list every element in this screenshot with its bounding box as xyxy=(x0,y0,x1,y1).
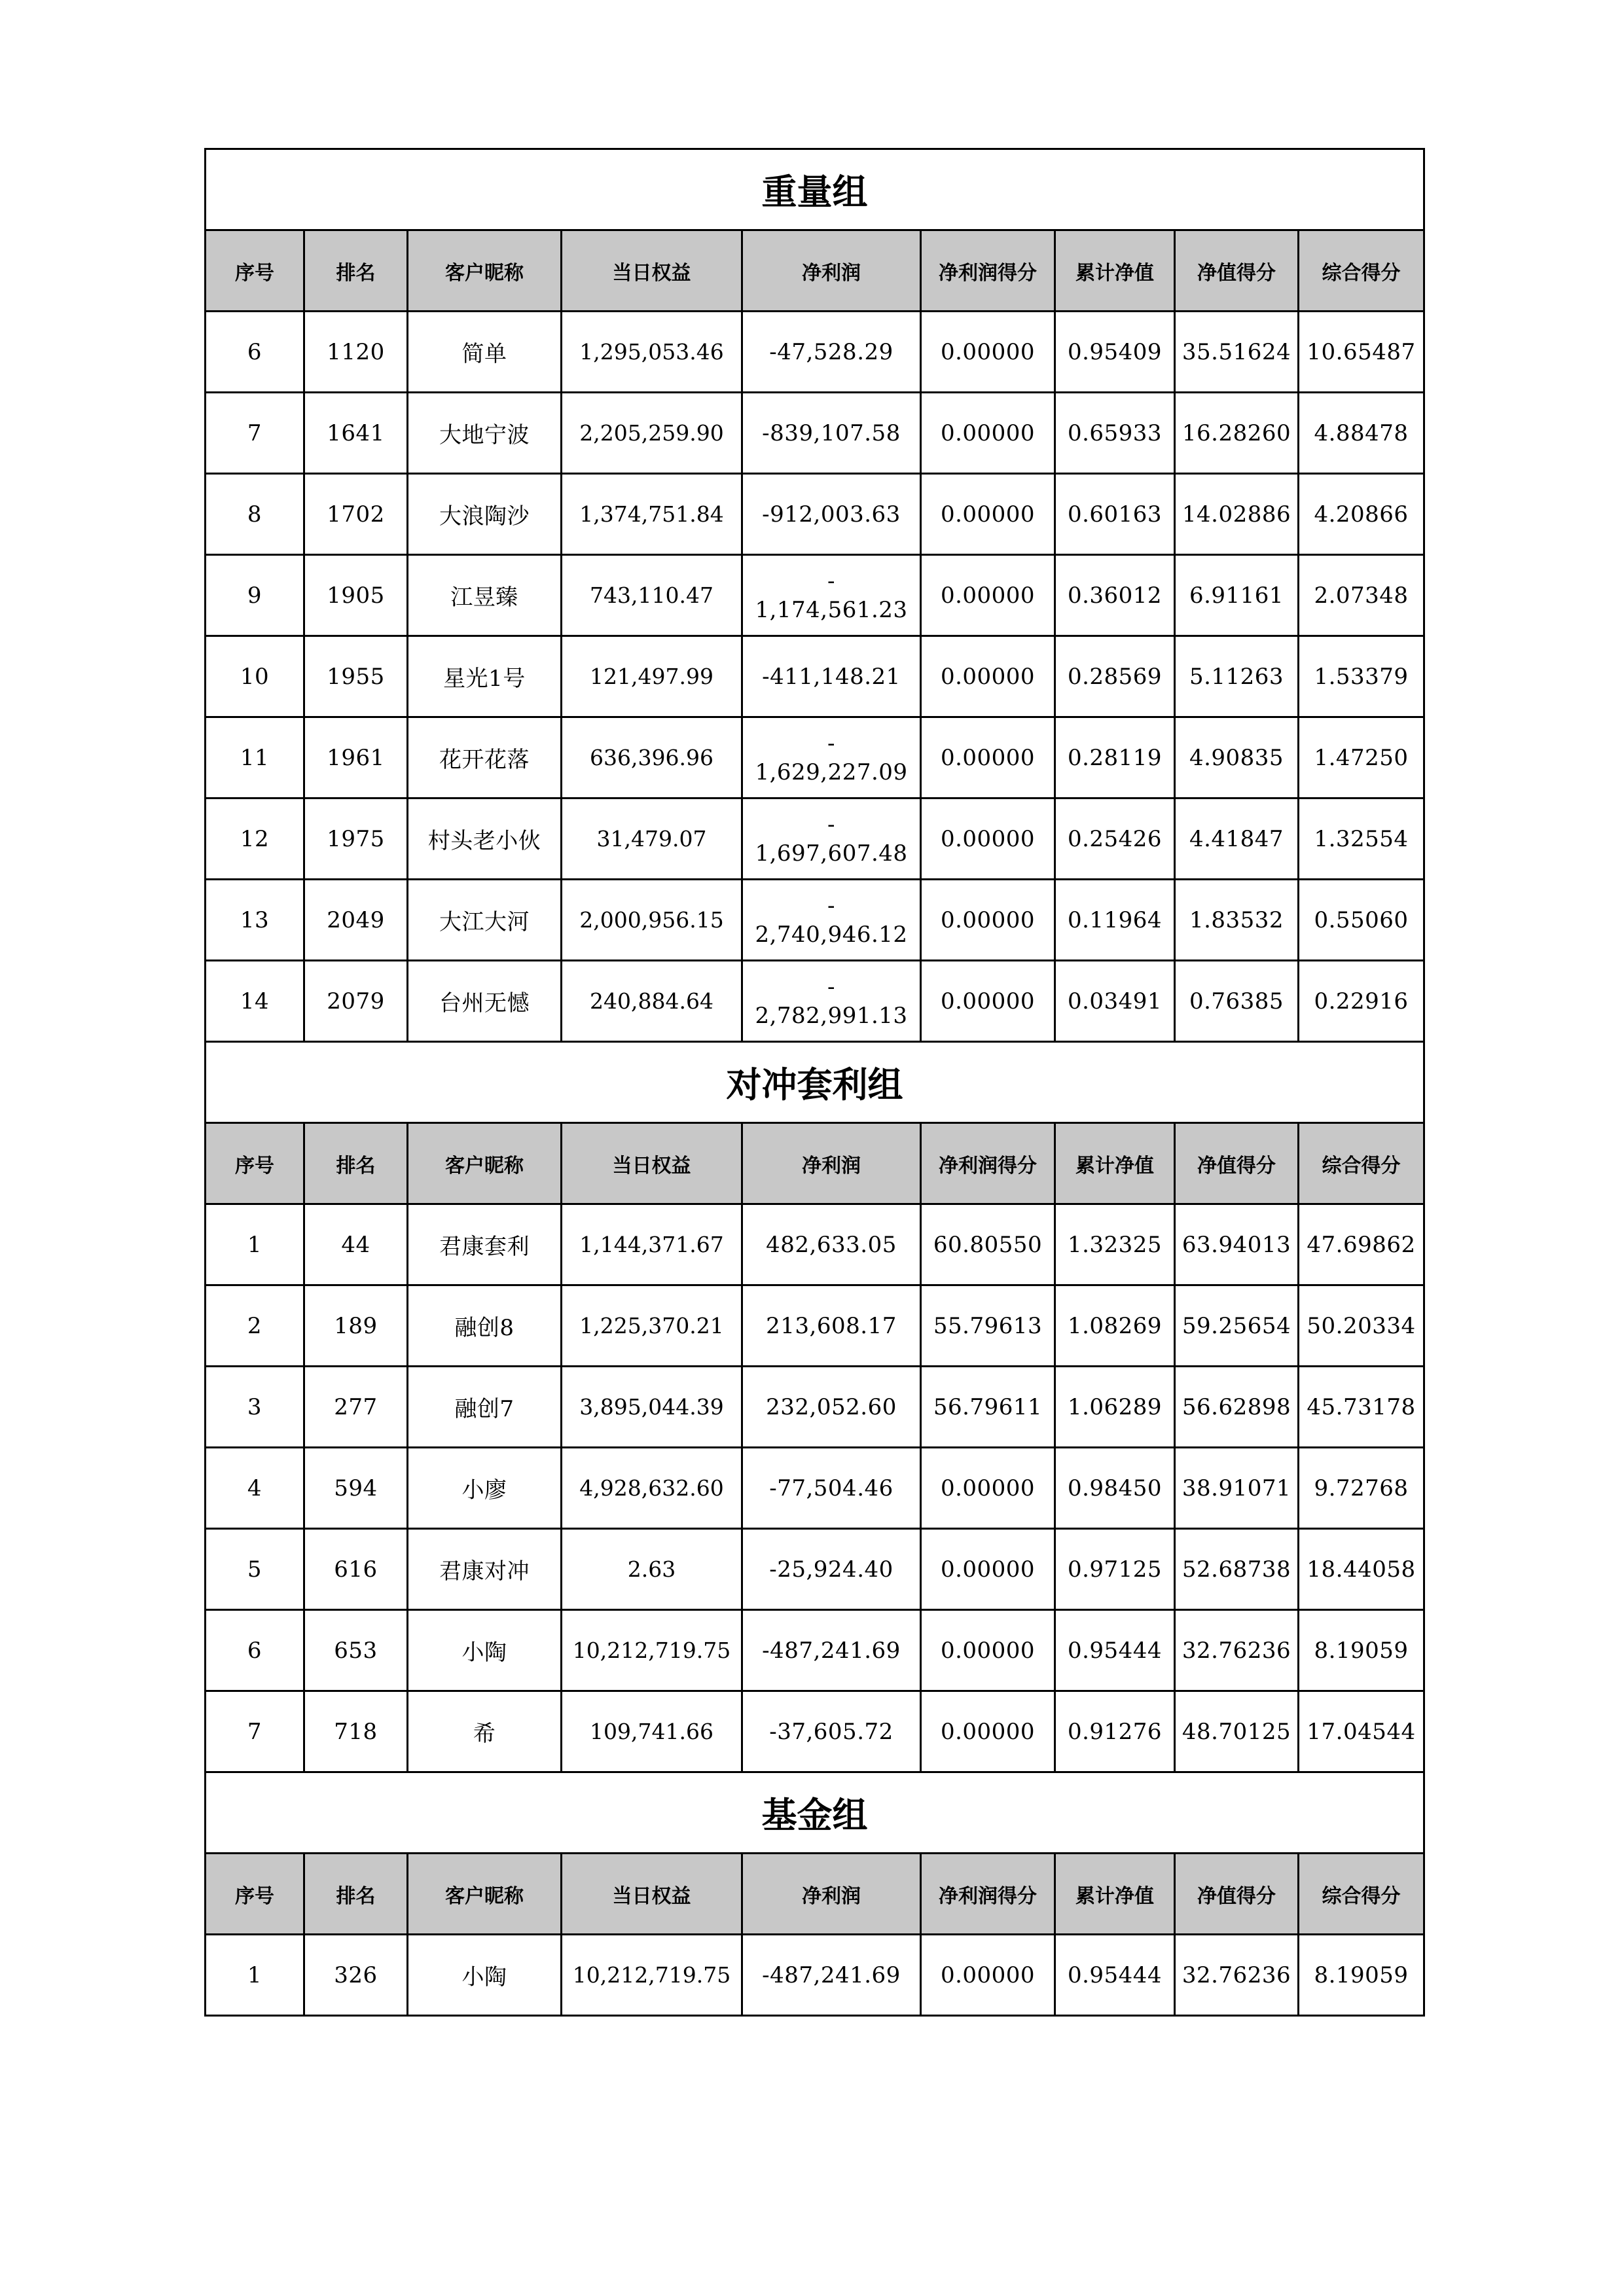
negative-sign: - xyxy=(827,973,835,1000)
cumulative-nav-cell: 0.95444 xyxy=(1055,1610,1175,1691)
ranking-table xyxy=(204,148,1425,2017)
total-score-cell: 1.47250 xyxy=(1299,717,1424,798)
total-score-cell: 45.73178 xyxy=(1299,1367,1424,1448)
total-score-cell: 0.55060 xyxy=(1299,880,1424,961)
rank-cell: 44 xyxy=(304,1204,408,1285)
nav-score-cell: 59.25654 xyxy=(1175,1285,1299,1367)
client-name-cell: 星光1号 xyxy=(408,636,562,717)
cumulative-nav-cell: 0.95444 xyxy=(1055,1935,1175,2016)
equity-cell: 10,212,719.75 xyxy=(562,1935,742,2016)
table-row xyxy=(206,961,1424,1042)
column-header: 排名 xyxy=(304,1854,408,1935)
seq-cell: 10 xyxy=(206,636,304,717)
equity-cell: 121,497.99 xyxy=(562,636,742,717)
column-header: 净利润得分 xyxy=(921,230,1055,312)
client-name-cell: 村头老小伙 xyxy=(408,798,562,880)
nav-score-cell: 56.62898 xyxy=(1175,1367,1299,1448)
nav-score-cell: 16.28260 xyxy=(1175,393,1299,474)
nav-score-cell: 5.11263 xyxy=(1175,636,1299,717)
cumulative-nav-cell: 0.11964 xyxy=(1055,880,1175,961)
seq-cell: 12 xyxy=(206,798,304,880)
table-row xyxy=(206,1610,1424,1691)
seq-cell: 2 xyxy=(206,1285,304,1367)
net-profit-cell: 232,052.60 xyxy=(742,1367,921,1448)
profit-score-cell: 0.00000 xyxy=(921,312,1055,393)
cumulative-nav-cell: 0.25426 xyxy=(1055,798,1175,880)
nav-score-cell: 1.83532 xyxy=(1175,880,1299,961)
column-header: 序号 xyxy=(206,1854,304,1935)
table-row xyxy=(206,555,1424,636)
client-name-cell: 小廖 xyxy=(408,1448,562,1529)
net-profit-cell: 482,633.05 xyxy=(742,1204,921,1285)
client-name-cell: 希 xyxy=(408,1691,562,1772)
net-profit-value: 1,629,227.09 xyxy=(755,759,908,785)
client-name-cell: 融创8 xyxy=(408,1285,562,1367)
nav-score-cell: 4.41847 xyxy=(1175,798,1299,880)
column-header: 净值得分 xyxy=(1175,1123,1299,1204)
rank-cell: 1961 xyxy=(304,717,408,798)
nav-score-cell: 52.68738 xyxy=(1175,1529,1299,1610)
client-name-cell: 大地宁波 xyxy=(408,393,562,474)
seq-cell: 1 xyxy=(206,1204,304,1285)
cumulative-nav-cell: 0.65933 xyxy=(1055,393,1175,474)
nav-score-cell: 48.70125 xyxy=(1175,1691,1299,1772)
rank-cell: 718 xyxy=(304,1691,408,1772)
column-header-row xyxy=(206,1854,1424,1935)
net-profit-value: 1,697,607.48 xyxy=(755,840,908,867)
rank-cell: 616 xyxy=(304,1529,408,1610)
net-profit-value: 2,782,991.13 xyxy=(755,1002,908,1029)
profit-score-cell: 55.79613 xyxy=(921,1285,1055,1367)
total-score-cell: 50.20334 xyxy=(1299,1285,1424,1367)
table-row xyxy=(206,1285,1424,1367)
total-score-cell: 47.69862 xyxy=(1299,1204,1424,1285)
nav-score-cell: 14.02886 xyxy=(1175,474,1299,555)
column-header: 客户昵称 xyxy=(408,230,562,312)
profit-score-cell: 56.79611 xyxy=(921,1367,1055,1448)
client-name-cell: 君康对冲 xyxy=(408,1529,562,1610)
table-row xyxy=(206,393,1424,474)
net-profit-cell: 213,608.17 xyxy=(742,1285,921,1367)
net-profit-cell: -25,924.40 xyxy=(742,1529,921,1610)
column-header: 当日权益 xyxy=(562,1854,742,1935)
negative-sign: - xyxy=(827,811,835,838)
nav-score-cell: 0.76385 xyxy=(1175,961,1299,1042)
cumulative-nav-cell: 0.97125 xyxy=(1055,1529,1175,1610)
cumulative-nav-cell: 0.28119 xyxy=(1055,717,1175,798)
seq-cell: 6 xyxy=(206,312,304,393)
client-name-cell: 融创7 xyxy=(408,1367,562,1448)
table-row xyxy=(206,1367,1424,1448)
rank-cell: 189 xyxy=(304,1285,408,1367)
cumulative-nav-cell: 0.36012 xyxy=(1055,555,1175,636)
profit-score-cell: 0.00000 xyxy=(921,555,1055,636)
profit-score-cell: 0.00000 xyxy=(921,717,1055,798)
column-header: 当日权益 xyxy=(562,230,742,312)
rank-cell: 594 xyxy=(304,1448,408,1529)
seq-cell: 5 xyxy=(206,1529,304,1610)
table-row xyxy=(206,312,1424,393)
client-name-cell: 小陶 xyxy=(408,1935,562,2016)
net-profit-cell: -37,605.72 xyxy=(742,1691,921,1772)
equity-cell: 2,205,259.90 xyxy=(562,393,742,474)
rank-cell: 1120 xyxy=(304,312,408,393)
section-title: 重量组 xyxy=(206,149,1424,230)
cumulative-nav-cell: 0.95409 xyxy=(1055,312,1175,393)
cumulative-nav-cell: 0.60163 xyxy=(1055,474,1175,555)
cumulative-nav-cell: 0.91276 xyxy=(1055,1691,1175,1772)
table-row xyxy=(206,717,1424,798)
column-header: 排名 xyxy=(304,230,408,312)
equity-cell: 1,225,370.21 xyxy=(562,1285,742,1367)
column-header: 净利润 xyxy=(742,1123,921,1204)
seq-cell: 7 xyxy=(206,393,304,474)
column-header: 客户昵称 xyxy=(408,1854,562,1935)
column-header: 净利润 xyxy=(742,230,921,312)
total-score-cell: 2.07348 xyxy=(1299,555,1424,636)
table-row xyxy=(206,1691,1424,1772)
net-profit-cell xyxy=(742,798,921,880)
profit-score-cell: 0.00000 xyxy=(921,1448,1055,1529)
client-name-cell: 江昱臻 xyxy=(408,555,562,636)
profit-score-cell: 0.00000 xyxy=(921,1529,1055,1610)
column-header: 净利润 xyxy=(742,1854,921,1935)
column-header: 序号 xyxy=(206,230,304,312)
table-row xyxy=(206,1529,1424,1610)
seq-cell: 14 xyxy=(206,961,304,1042)
equity-cell: 4,928,632.60 xyxy=(562,1448,742,1529)
table-row xyxy=(206,636,1424,717)
net-profit-cell: -77,504.46 xyxy=(742,1448,921,1529)
table-row xyxy=(206,474,1424,555)
table-row xyxy=(206,1204,1424,1285)
section-title-row xyxy=(206,1042,1424,1123)
net-profit-cell: -411,148.21 xyxy=(742,636,921,717)
profit-score-cell: 0.00000 xyxy=(921,393,1055,474)
net-profit-cell xyxy=(742,961,921,1042)
column-header: 客户昵称 xyxy=(408,1123,562,1204)
equity-cell: 3,895,044.39 xyxy=(562,1367,742,1448)
column-header: 净值得分 xyxy=(1175,1854,1299,1935)
net-profit-value: 2,740,946.12 xyxy=(755,921,908,948)
rank-cell: 2079 xyxy=(304,961,408,1042)
rank-cell: 1641 xyxy=(304,393,408,474)
rank-cell: 653 xyxy=(304,1610,408,1691)
total-score-cell: 8.19059 xyxy=(1299,1935,1424,2016)
nav-score-cell: 32.76236 xyxy=(1175,1610,1299,1691)
client-name-cell: 君康套利 xyxy=(408,1204,562,1285)
column-header: 净值得分 xyxy=(1175,230,1299,312)
section-title-row xyxy=(206,149,1424,230)
rank-cell: 277 xyxy=(304,1367,408,1448)
cumulative-nav-cell: 1.32325 xyxy=(1055,1204,1175,1285)
equity-cell: 1,374,751.84 xyxy=(562,474,742,555)
column-header: 综合得分 xyxy=(1299,230,1424,312)
equity-cell: 743,110.47 xyxy=(562,555,742,636)
profit-score-cell: 0.00000 xyxy=(921,1691,1055,1772)
rank-cell: 326 xyxy=(304,1935,408,2016)
cumulative-nav-cell: 0.98450 xyxy=(1055,1448,1175,1529)
section-title: 基金组 xyxy=(206,1772,1424,1854)
table-row xyxy=(206,1448,1424,1529)
total-score-cell: 1.53379 xyxy=(1299,636,1424,717)
net-profit-cell: -912,003.63 xyxy=(742,474,921,555)
equity-cell: 240,884.64 xyxy=(562,961,742,1042)
column-header: 综合得分 xyxy=(1299,1854,1424,1935)
nav-score-cell: 4.90835 xyxy=(1175,717,1299,798)
total-score-cell: 4.20866 xyxy=(1299,474,1424,555)
seq-cell: 9 xyxy=(206,555,304,636)
column-header: 累计净值 xyxy=(1055,1123,1175,1204)
equity-cell: 2,000,956.15 xyxy=(562,880,742,961)
total-score-cell: 8.19059 xyxy=(1299,1610,1424,1691)
net-profit-cell: -839,107.58 xyxy=(742,393,921,474)
equity-cell: 10,212,719.75 xyxy=(562,1610,742,1691)
net-profit-cell xyxy=(742,717,921,798)
total-score-cell: 17.04544 xyxy=(1299,1691,1424,1772)
nav-score-cell: 32.76236 xyxy=(1175,1935,1299,2016)
profit-score-cell: 0.00000 xyxy=(921,798,1055,880)
total-score-cell: 4.88478 xyxy=(1299,393,1424,474)
seq-cell: 8 xyxy=(206,474,304,555)
total-score-cell: 0.22916 xyxy=(1299,961,1424,1042)
profit-score-cell: 0.00000 xyxy=(921,636,1055,717)
column-header: 当日权益 xyxy=(562,1123,742,1204)
equity-cell: 636,396.96 xyxy=(562,717,742,798)
table-row xyxy=(206,1935,1424,2016)
nav-score-cell: 38.91071 xyxy=(1175,1448,1299,1529)
profit-score-cell: 0.00000 xyxy=(921,1610,1055,1691)
column-header: 累计净值 xyxy=(1055,230,1175,312)
rank-cell: 2049 xyxy=(304,880,408,961)
equity-cell: 2.63 xyxy=(562,1529,742,1610)
net-profit-cell xyxy=(742,555,921,636)
equity-cell: 1,295,053.46 xyxy=(562,312,742,393)
client-name-cell: 台州无憾 xyxy=(408,961,562,1042)
seq-cell: 13 xyxy=(206,880,304,961)
nav-score-cell: 63.94013 xyxy=(1175,1204,1299,1285)
column-header: 序号 xyxy=(206,1123,304,1204)
nav-score-cell: 35.51624 xyxy=(1175,312,1299,393)
cumulative-nav-cell: 1.06289 xyxy=(1055,1367,1175,1448)
column-header: 净利润得分 xyxy=(921,1123,1055,1204)
net-profit-cell: -487,241.69 xyxy=(742,1610,921,1691)
nav-score-cell: 6.91161 xyxy=(1175,555,1299,636)
column-header: 累计净值 xyxy=(1055,1854,1175,1935)
client-name-cell: 花开花落 xyxy=(408,717,562,798)
column-header: 净利润得分 xyxy=(921,1854,1055,1935)
column-header-row xyxy=(206,1123,1424,1204)
seq-cell: 1 xyxy=(206,1935,304,2016)
section-title-row xyxy=(206,1772,1424,1854)
table-row xyxy=(206,880,1424,961)
net-profit-value: 1,174,561.23 xyxy=(755,596,908,623)
seq-cell: 11 xyxy=(206,717,304,798)
seq-cell: 7 xyxy=(206,1691,304,1772)
net-profit-cell: -47,528.29 xyxy=(742,312,921,393)
equity-cell: 31,479.07 xyxy=(562,798,742,880)
cumulative-nav-cell: 0.28569 xyxy=(1055,636,1175,717)
profit-score-cell: 0.00000 xyxy=(921,1935,1055,2016)
column-header: 综合得分 xyxy=(1299,1123,1424,1204)
seq-cell: 6 xyxy=(206,1610,304,1691)
total-score-cell: 18.44058 xyxy=(1299,1529,1424,1610)
client-name-cell: 大浪陶沙 xyxy=(408,474,562,555)
profit-score-cell: 0.00000 xyxy=(921,474,1055,555)
rank-cell: 1905 xyxy=(304,555,408,636)
negative-sign: - xyxy=(827,567,835,594)
seq-cell: 3 xyxy=(206,1367,304,1448)
table-row xyxy=(206,798,1424,880)
negative-sign: - xyxy=(827,892,835,919)
equity-cell: 109,741.66 xyxy=(562,1691,742,1772)
equity-cell: 1,144,371.67 xyxy=(562,1204,742,1285)
net-profit-cell xyxy=(742,880,921,961)
client-name-cell: 大江大河 xyxy=(408,880,562,961)
column-header-row xyxy=(206,230,1424,312)
total-score-cell: 1.32554 xyxy=(1299,798,1424,880)
total-score-cell: 9.72768 xyxy=(1299,1448,1424,1529)
negative-sign: - xyxy=(827,730,835,757)
column-header: 排名 xyxy=(304,1123,408,1204)
cumulative-nav-cell: 0.03491 xyxy=(1055,961,1175,1042)
profit-score-cell: 60.80550 xyxy=(921,1204,1055,1285)
profit-score-cell: 0.00000 xyxy=(921,880,1055,961)
seq-cell: 4 xyxy=(206,1448,304,1529)
profit-score-cell: 0.00000 xyxy=(921,961,1055,1042)
client-name-cell: 小陶 xyxy=(408,1610,562,1691)
net-profit-cell: -487,241.69 xyxy=(742,1935,921,2016)
cumulative-nav-cell: 1.08269 xyxy=(1055,1285,1175,1367)
rank-cell: 1955 xyxy=(304,636,408,717)
total-score-cell: 10.65487 xyxy=(1299,312,1424,393)
rank-cell: 1702 xyxy=(304,474,408,555)
section-title: 对冲套利组 xyxy=(206,1042,1424,1123)
rank-cell: 1975 xyxy=(304,798,408,880)
client-name-cell: 简单 xyxy=(408,312,562,393)
